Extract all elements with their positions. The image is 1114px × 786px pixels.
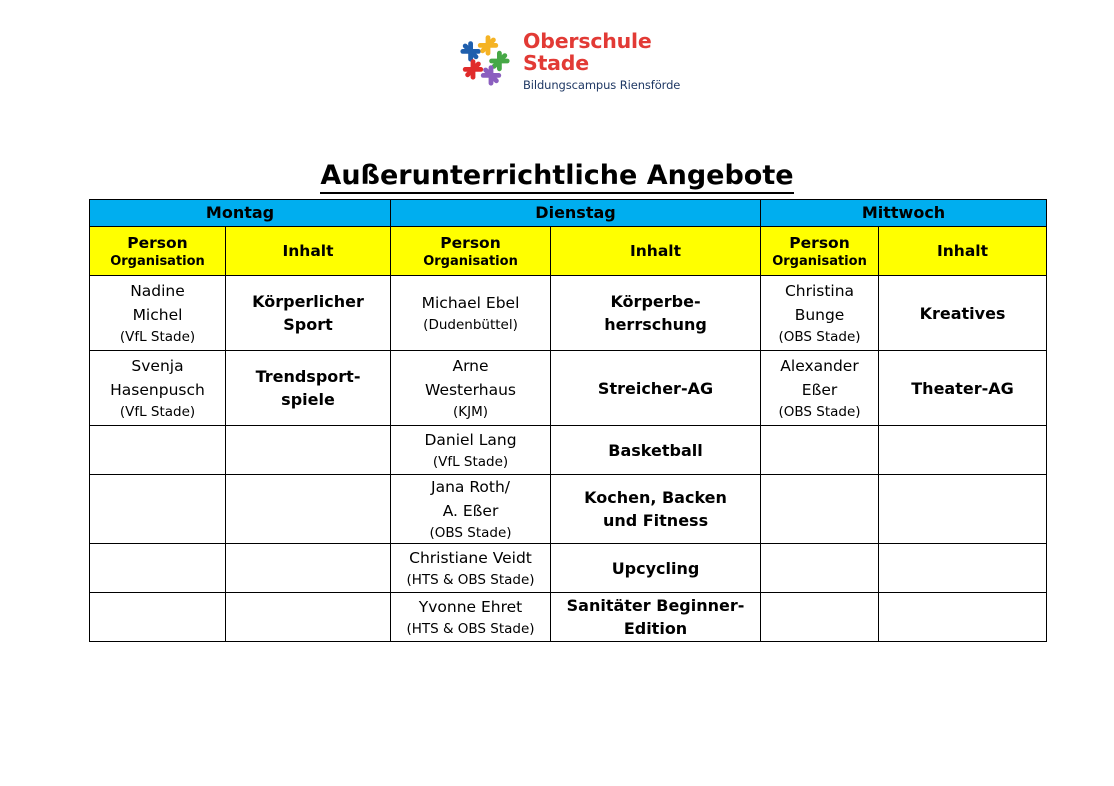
cell-person-mittwoch [761, 351, 879, 426]
person-name-line: Christina [784, 282, 855, 300]
inhalt-line: Theater-AG [911, 378, 1014, 398]
person-organisation: (OBS Stade) [778, 329, 861, 345]
cell-person-montag [90, 544, 226, 593]
person-name-line: Nadine [130, 282, 185, 300]
inhalt-line: Körperbe- [610, 292, 701, 311]
cell-person-mittwoch [761, 475, 879, 544]
person-name-line: Alexander [780, 357, 859, 375]
table-row [90, 475, 1047, 544]
inhalt-line: spiele [281, 390, 335, 409]
inhalt-line: Streicher-AG [597, 378, 714, 398]
cell-person-dienstag [391, 593, 551, 642]
cell-person-montag [90, 351, 226, 426]
cell-inhalt-mittwoch [879, 475, 1047, 544]
cell-person-dienstag [391, 426, 551, 475]
day-header-mittwoch: Mittwoch [761, 200, 1047, 227]
inhalt-line: Sport [283, 315, 333, 334]
cell-person-dienstag [391, 351, 551, 426]
cell-person-dienstag [391, 544, 551, 593]
cell-inhalt-montag [226, 351, 391, 426]
logo-title-line2: Stade [523, 51, 589, 75]
inhalt-line: Sanitäter Beginner- [566, 596, 745, 615]
schedule-table-container [89, 199, 1046, 642]
table-row [90, 544, 1047, 593]
logo-subtitle: Bildungscampus Riensförde [523, 78, 681, 92]
sub-header-inhalt-label: Inhalt [937, 242, 989, 260]
inhalt-line: Edition [623, 619, 688, 638]
cell-inhalt-dienstag [551, 426, 761, 475]
cell-person-dienstag [391, 276, 551, 351]
person-name-line: Eßer [801, 381, 838, 399]
sub-header-person-dienstag [391, 227, 551, 276]
sub-header-organisation-label: Organisation [110, 253, 205, 269]
person-name-line: Arne [452, 357, 489, 375]
sub-header-organisation-label: Organisation [772, 253, 867, 269]
cell-inhalt-dienstag [551, 544, 761, 593]
person-organisation: (VfL Stade) [432, 454, 509, 470]
person-organisation: (Dudenbüttel) [423, 317, 518, 333]
table-row [90, 593, 1047, 642]
person-name-line: A. Eßer [442, 502, 499, 520]
cell-person-mittwoch [761, 276, 879, 351]
sub-header-row [90, 227, 1047, 276]
cell-person-montag [90, 276, 226, 351]
person-organisation: (KJM) [453, 404, 489, 420]
inhalt-line: Basketball [608, 440, 703, 460]
inhalt-line: Körperlicher [252, 292, 364, 311]
person-name-line: Michael Ebel [421, 294, 520, 312]
cell-person-mittwoch [761, 593, 879, 642]
cell-inhalt-mittwoch [879, 426, 1047, 475]
sub-header-person-montag [90, 227, 226, 276]
person-name-line: Yvonne Ehret [418, 598, 523, 616]
sub-header-inhalt-label: Inhalt [282, 242, 334, 260]
inhalt-line: Kochen, Backen [584, 488, 727, 507]
cell-inhalt-montag [226, 475, 391, 544]
cell-inhalt-dienstag [551, 276, 761, 351]
sub-header-person-label: Person [789, 233, 850, 252]
person-organisation: (OBS Stade) [429, 525, 512, 541]
logo-title-line1: Oberschule [523, 29, 652, 53]
person-name-line: Westerhaus [425, 381, 516, 399]
sub-header-person-label: Person [440, 233, 501, 252]
inhalt-line: und Fitness [602, 511, 709, 530]
sub-header-person-label: Person [127, 233, 188, 252]
sub-header-person-mittwoch [761, 227, 879, 276]
person-organisation: (OBS Stade) [778, 404, 861, 420]
cell-person-montag [90, 593, 226, 642]
table-row [90, 351, 1047, 426]
sub-header-organisation-label: Organisation [423, 253, 518, 269]
page-title-text: Außerunterrichtliche Angebote [320, 160, 793, 194]
cell-person-mittwoch [761, 544, 879, 593]
person-organisation: (VfL Stade) [119, 329, 196, 345]
cell-inhalt-mittwoch [879, 351, 1047, 426]
person-organisation: (VfL Stade) [119, 404, 196, 420]
cell-inhalt-mittwoch [879, 276, 1047, 351]
cell-inhalt-mittwoch [879, 544, 1047, 593]
school-logo [455, 28, 680, 92]
day-header-row [90, 200, 1047, 227]
person-organisation: (HTS & OBS Stade) [406, 621, 535, 637]
person-name-line: Daniel Lang [424, 431, 517, 449]
logo-wordmark [523, 28, 680, 92]
table-row [90, 276, 1047, 351]
cell-person-montag [90, 426, 226, 475]
sub-header-inhalt-montag [226, 227, 391, 276]
person-name-line: Svenja [131, 357, 184, 375]
cell-inhalt-montag [226, 276, 391, 351]
inhalt-line: Upcycling [611, 558, 700, 578]
cell-person-dienstag [391, 475, 551, 544]
page-title [0, 159, 1114, 193]
sub-header-inhalt-label: Inhalt [630, 242, 682, 260]
person-name-line: Bunge [794, 306, 845, 324]
table-row [90, 426, 1047, 475]
cell-person-mittwoch [761, 426, 879, 475]
inhalt-line: herrschung [604, 315, 707, 334]
schedule-table [89, 199, 1047, 642]
schedule-body [90, 276, 1047, 642]
day-header-montag: Montag [90, 200, 391, 227]
day-header-dienstag: Dienstag [391, 200, 761, 227]
cell-inhalt-montag [226, 426, 391, 475]
cell-inhalt-mittwoch [879, 593, 1047, 642]
cell-inhalt-montag [226, 593, 391, 642]
five-stars-logo-icon [455, 30, 515, 92]
person-name-line: Michel [132, 306, 183, 324]
inhalt-line: Kreatives [919, 303, 1006, 323]
person-organisation: (HTS & OBS Stade) [406, 572, 535, 588]
person-name-line: Hasenpusch [110, 381, 205, 399]
person-name-line: Jana Roth/ [431, 478, 511, 496]
cell-inhalt-dienstag [551, 475, 761, 544]
cell-inhalt-montag [226, 544, 391, 593]
cell-inhalt-dienstag [551, 351, 761, 426]
person-name-line: Christiane Veidt [409, 549, 532, 567]
cell-inhalt-dienstag [551, 593, 761, 642]
sub-header-inhalt-dienstag [551, 227, 761, 276]
inhalt-line: Trendsport- [255, 367, 361, 386]
cell-person-montag [90, 475, 226, 544]
sub-header-inhalt-mittwoch [879, 227, 1047, 276]
